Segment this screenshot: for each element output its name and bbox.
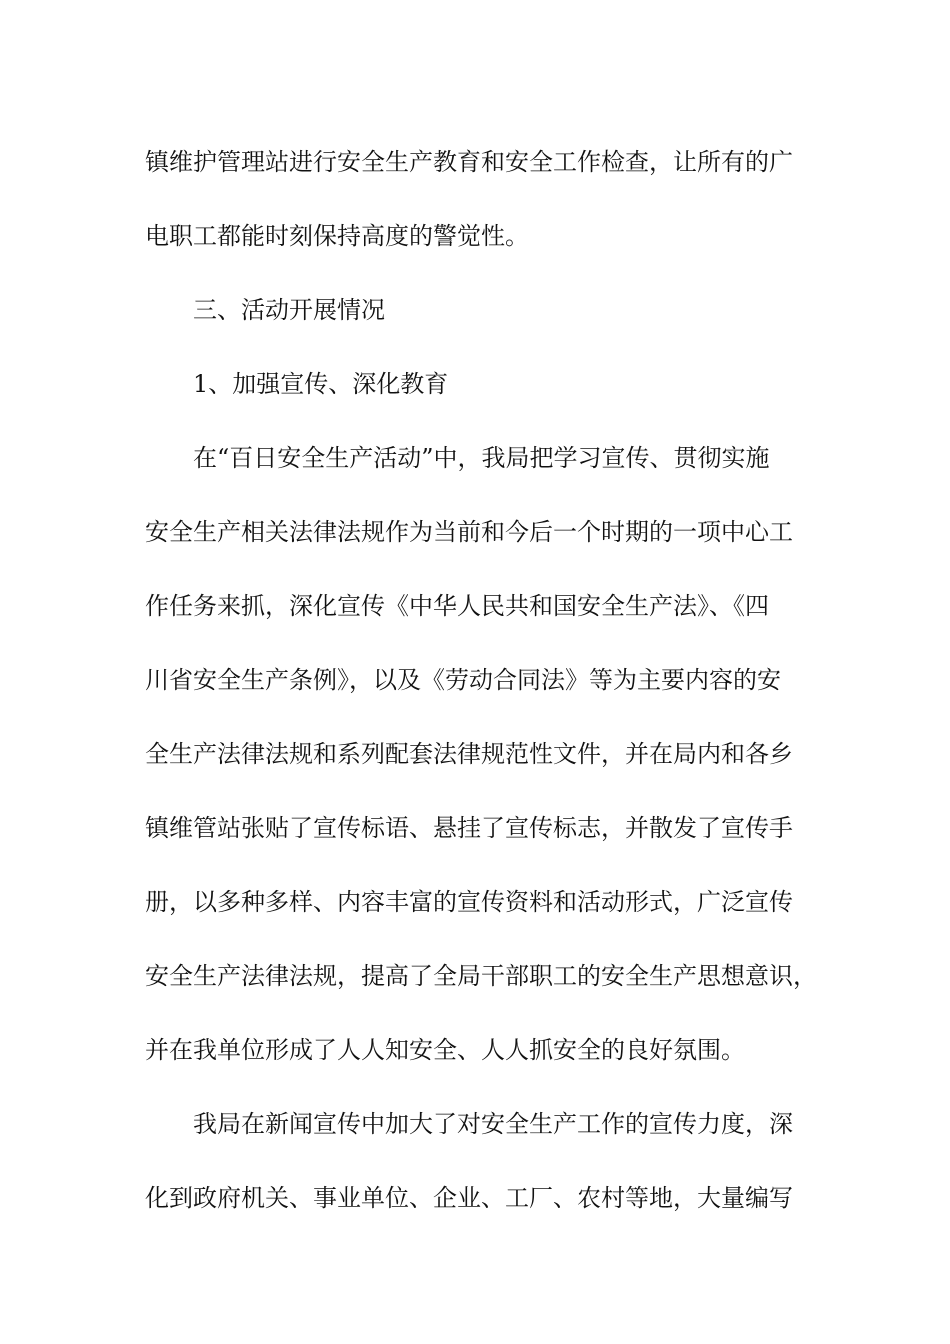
subsection-heading: 1、加强宣传、深化教育 — [193, 370, 449, 398]
text-line: 安全生产法律法规，提高了全局干部职工的安全生产思想意识， — [145, 962, 817, 990]
text-line: 镇维管站张贴了宣传标语、悬挂了宣传标志，并散发了宣传手 — [145, 814, 793, 842]
text-line: 在“百日安全生产活动”中，我局把学习宣传、贯彻实施 — [193, 444, 770, 472]
text-line: 电职工都能时刻保持高度的警觉性。 — [145, 222, 529, 250]
text-line: 化到政府机关、事业单位、企业、工厂、农村等地，大量编写 — [145, 1184, 793, 1212]
section-heading: 三、活动开展情况 — [193, 296, 385, 324]
text-line: 作任务来抓，深化宣传《中华人民共和国安全生产法》、《四 — [145, 592, 769, 620]
text-line: 册，以多种多样、内容丰富的宣传资料和活动形式，广泛宣传 — [145, 888, 793, 916]
text-line: 我局在新闻宣传中加大了对安全生产工作的宣传力度，深 — [193, 1110, 793, 1138]
text-line: 镇维护管理站进行安全生产教育和安全工作检查，让所有的广 — [145, 148, 793, 176]
text-line: 全生产法律法规和系列配套法律规范性文件，并在局内和各乡 — [145, 740, 793, 768]
document-body — [145, 125, 820, 1235]
text-line: 并在我单位形成了人人知安全、人人抓安全的良好氛围。 — [145, 1036, 745, 1064]
text-line: 安全生产相关法律法规作为当前和今后一个时期的一项中心工 — [145, 518, 793, 546]
text-line: 川省安全生产条例》，以及《劳动合同法》等为主要内容的安 — [145, 666, 781, 694]
